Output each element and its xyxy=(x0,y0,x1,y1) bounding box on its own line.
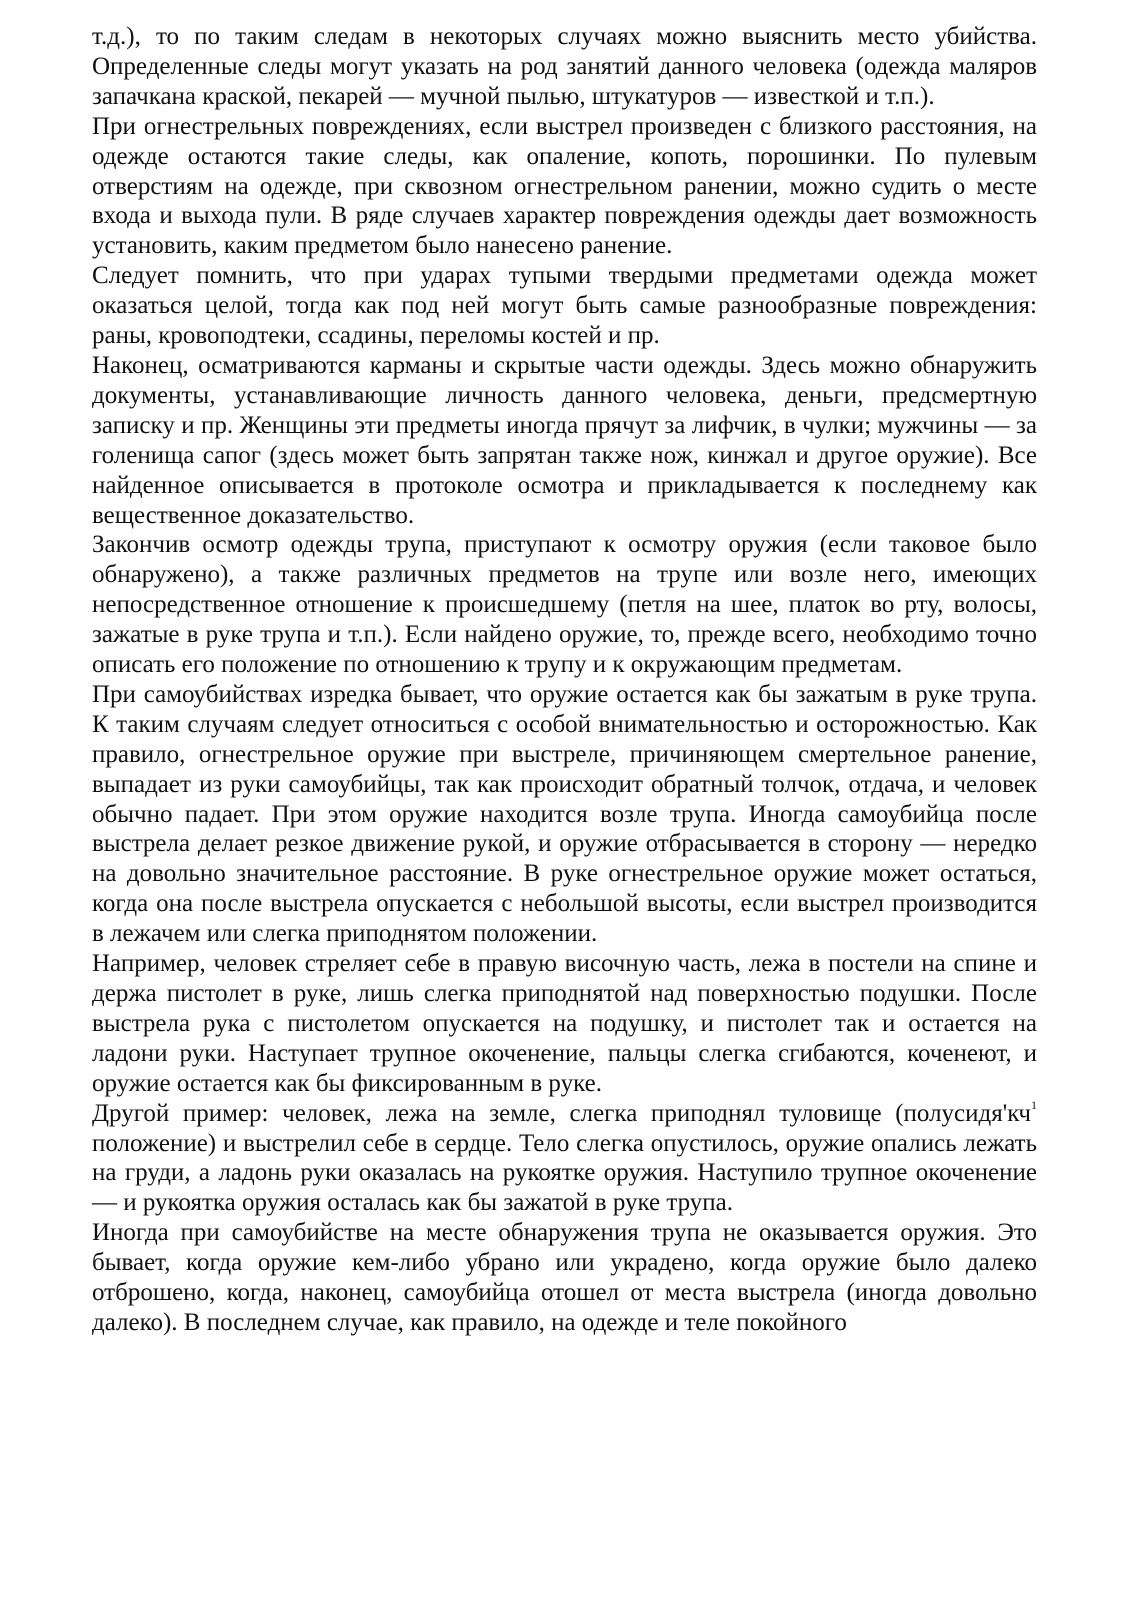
paragraph-example-second xyxy=(92,1099,1037,1219)
paragraph-text-after-footnote: положение) и выстрелил себе в сердце. Тело слегка опустилось, оружие опались лежать на груди, а ладонь руки оказалась на рукоятке оружия. Наступило трупное окоченение — и рукоятка оружия осталась как бы зажатой в руке трупа. xyxy=(92,1129,1037,1217)
paragraph-missing-weapon: Иногда при самоубийстве на месте обнаружения трупа не оказывается оружия. Это бывает, когда оружие кем-либо убрано или украдено, когда оружие было далеко отброшено, когда, наконец, самоубийца отошел от места выстрела (иногда довольно далеко). В последнем случае, как правило, на одежде и теле покойного xyxy=(92,1219,1037,1336)
paragraph-blunt-objects: Следует помнить, что при ударах тупыми твердыми предметами одежда может оказаться целой, тогда как под ней могут быть самые разнообразные повреждения: раны, кровоподтеки, ссадины, переломы костей и пр. xyxy=(92,262,1037,350)
paragraph-pockets: Наконец, осматриваются карманы и скрытые части одежды. Здесь можно обнаружить документы, устанавливающие личность данного человека, деньги, предсмертную записку и пр. Женщины эти предметы иногда прячут за лифчик, в чулки; мужчины — за голенища сапог (здесь может быть запрятан также нож, кинжал и другое оружие). Все найденное описывается в протоколе осмотра и прикладывается к последнему как вещественное доказательство. xyxy=(92,351,1037,529)
paragraph-clothing-traces: т.д.), то по таким следам в некоторых случаях можно выяснить место убийства. Определенные следы могут указать на род занятий данного человека (одежда маляров запачкана краской, пекарей — мучной пылью, штукатуров — известкой и т.п.). xyxy=(92,23,1037,110)
paragraph-gunshot-damage: При огнестрельных повреждениях, если выстрел произведен с близкого расстояния, на одежде остаются такие следы, как опаление, копоть, порошинки. По пулевым отверстиям на одежде, при сквозном огнестрельном ранении, можно судить о месте входа и выхода пули. В ряде случаев характер повреждения одежды дает возможность установить, каким предметом было нанесено ранение. xyxy=(92,112,1037,260)
paragraph-text-before-footnote: Другой пример: человек, лежа на земле, слегка приподнял туловище (полусидя'кч xyxy=(92,1099,1031,1127)
paragraph-suicide-weapon: При самоубийствах изредка бывает, что оружие остается как бы зажатым в руке трупа. К таким случаям следует относиться с особой внимательностью и осторожностью. Как правило, огнестрельное оружие при выстреле, причиняющем смертельное ранение, выпадает из руки самоубийцы, так как происходит обратный толчок, отдача, и человек обычно падает. При этом оружие находится возле трупа. Иногда самоубийца после выстрела делает резкое движение рукой, и оружие отбрасывается в сторону — нередко на довольно значительное расстояние. В руке огнестрельное оружие может остаться, когда она после выстрела опускается с небольшой высоты, если выстрел производится в лежачем или слегка приподнятом положении. xyxy=(92,680,1037,948)
paragraph-example-pistol: Например, человек стреляет себе в правую височную часть, лежа в постели на спине и держа пистолет в руке, лишь слегка приподнятой над поверхностью подушки. После выстрела рука с пистолетом опускается на подушку, и пистолет так и остается на ладони руки. Наступает трупное окоченение, пальцы слегка сгибаются, коченеют, и оружие остается как бы фиксированным в руке. xyxy=(92,950,1037,1097)
footnote-marker: 1 xyxy=(1031,1097,1037,1112)
paragraph-weapon-inspection: Закончив осмотр одежды трупа, приступают к осмотру оружия (если таковое было обнаружено), а также различных предметов на трупе или возле него, имеющих непосредственное отношение к происшедшему (петля на шее, платок во рту, волосы, зажатые в руке трупа и т.п.). Если найдено оружие, то, прежде всего, необходимо точно описать его положение по отношению к трупу и к окружающим предметам. xyxy=(92,531,1037,679)
document-page xyxy=(92,22,1037,1338)
